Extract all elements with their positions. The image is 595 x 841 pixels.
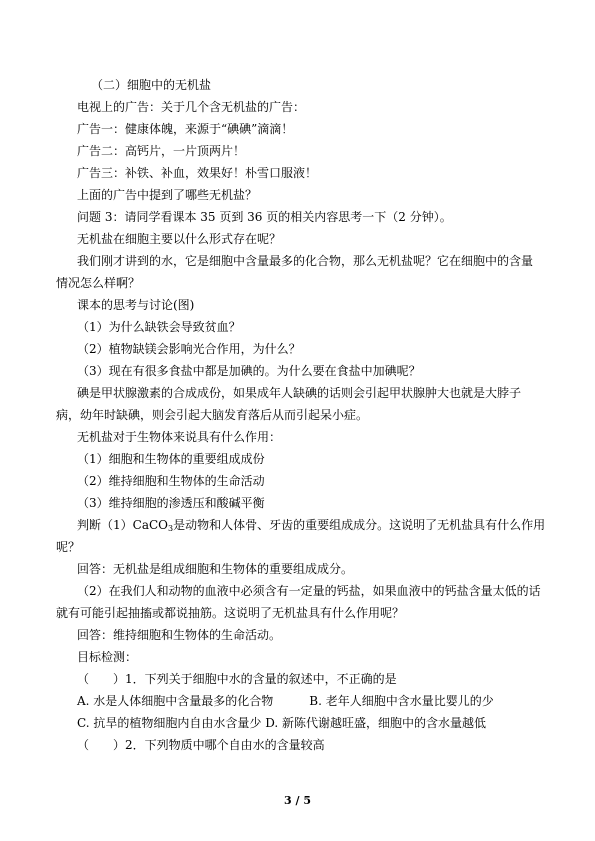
list-item: （2）维持细胞和生物体的生命活动: [77, 474, 265, 488]
paragraph-line: 电视上的广告：关于几个含无机盐的广告：: [77, 100, 306, 114]
paragraph-line: 呢？: [56, 540, 81, 554]
answer-line: 回答：无机盐是组成细胞和生物体的重要组成成分。: [77, 562, 354, 576]
list-item: （1）为什么缺铁会导致贫血？: [77, 320, 241, 334]
paragraph-line: 上面的广告中提到了哪些无机盐？: [77, 188, 258, 202]
paragraph-line: 问题 3：请同学看课本 35 页到 36 页的相关内容思考一下（2 分钟）。: [77, 210, 452, 224]
answer-option-line: C. 抗旱的植物细胞内自由水含量少 D. 新陈代谢越旺盛，细胞中的含水量越低: [77, 716, 487, 730]
list-item: （3）维持细胞的渗透压和酸碱平衡: [77, 496, 265, 510]
answer-option-line: A. 水是人体细胞中含量最多的化合物 B. 老年人细胞中含水量比婴儿的少: [77, 694, 494, 708]
list-item: （3）现在有很多食盐中都是加碘的。为什么要在食盐中加碘呢？: [77, 364, 421, 378]
paragraph-line: 课本的思考与讨论(图): [77, 298, 195, 312]
answer-line: 回答：维持细胞和生物体的生命活动。: [77, 628, 282, 642]
list-item: （1）细胞和生物体的重要组成成份: [77, 452, 265, 466]
paragraph-line: 我们刚才讲到的水，它是细胞中含量最多的化合物，那么无机盐呢？它在细胞中的含量: [77, 254, 534, 268]
judgement-prefix: 判断（1）CaCO: [77, 518, 168, 532]
paragraph-line: 情况怎么样啊？: [56, 276, 141, 290]
section-heading: 目标检测：: [77, 650, 138, 664]
chemical-subscript: 3: [168, 524, 174, 533]
page-number: 3 / 5: [284, 794, 311, 807]
judgement-text: 是动物和人体骨、牙齿的重要组成成分。这说明了无机盐具有什么作用: [173, 518, 546, 532]
question-line: （ ）2．下列物质中哪个自由水的含量较高: [77, 738, 325, 752]
paragraph-line: 病，幼年时缺碘，则会引起大脑发育落后从而引起呆小症。: [56, 408, 369, 422]
paragraph-line: 广告三：补铁、补血，效果好！朴雪口服液！: [77, 166, 318, 180]
paragraph-line: 无机盐对于生物体来说具有什么作用：: [77, 430, 282, 444]
section-heading: （二）细胞中的无机盐: [91, 78, 212, 92]
paragraph-line: 无机盐在细胞主要以什么形式存在呢？: [77, 232, 282, 246]
list-item: （2）植物缺镁会影响光合作用，为什么？: [77, 342, 301, 356]
paragraph-line: [77, 518, 545, 533]
paragraph-line: 广告二：高钙片，一片顶两片！: [77, 144, 246, 158]
paragraph-line: 就有可能引起抽搐或都说抽筋。这说明了无机盐具有什么作用呢？: [56, 606, 405, 620]
paragraph-line: 碘是甲状腺激素的合成成份，如果成年人缺碘的话则会引起甲状腺肿大也就是大脖子: [77, 386, 522, 400]
paragraph-line: （2）在我们人和动物的血液中必须含有一定量的钙盐，如果血液中的钙盐含量太低的话: [77, 584, 541, 598]
paragraph-line: 广告一：健康体魄，来源于“碘碘”滴滴！: [77, 122, 294, 136]
question-line: （ ）1．下列关于细胞中水的含量的叙述中，不正确的是: [77, 672, 397, 686]
